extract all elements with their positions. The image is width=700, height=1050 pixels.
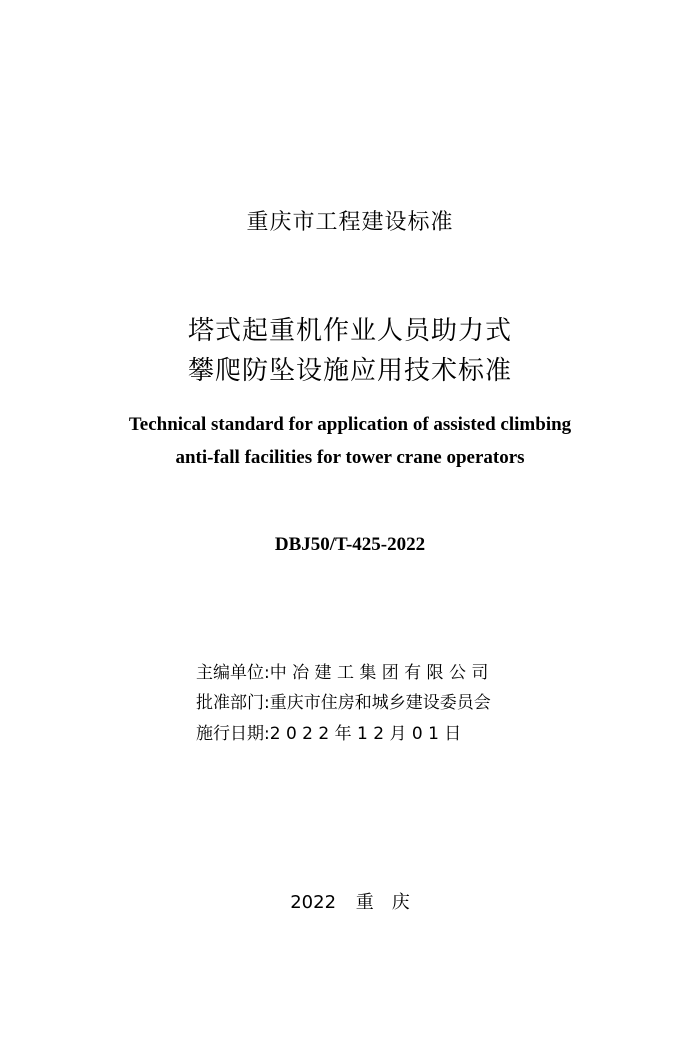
effective-date: 施行日期:2 0 2 2 年 1 2 月 0 1 日 <box>196 724 462 744</box>
footer-place: 重 庆 <box>355 892 410 913</box>
standard-code: DBJ50/T-425-2022 <box>274 534 426 555</box>
footer <box>0 888 700 914</box>
approving-department: 批准部门:重庆市住房和城乡建设委员会 <box>196 693 491 713</box>
chinese-title-line-1: 塔式起重机作业人员助力式 <box>187 316 512 346</box>
series-title: 重庆市工程建设标准 <box>246 210 454 235</box>
chinese-title-line-2: 攀爬防坠设施应用技术标准 <box>187 356 512 386</box>
english-title-line-2: anti-fall facilities for tower crane operators <box>175 447 525 468</box>
footer-year: 2022 <box>290 892 337 913</box>
english-title-line-1: Technical standard for application of assisted climbing <box>128 414 572 435</box>
editor-unit: 主编单位:中 冶 建 工 集 团 有 限 公 司 <box>196 663 489 683</box>
